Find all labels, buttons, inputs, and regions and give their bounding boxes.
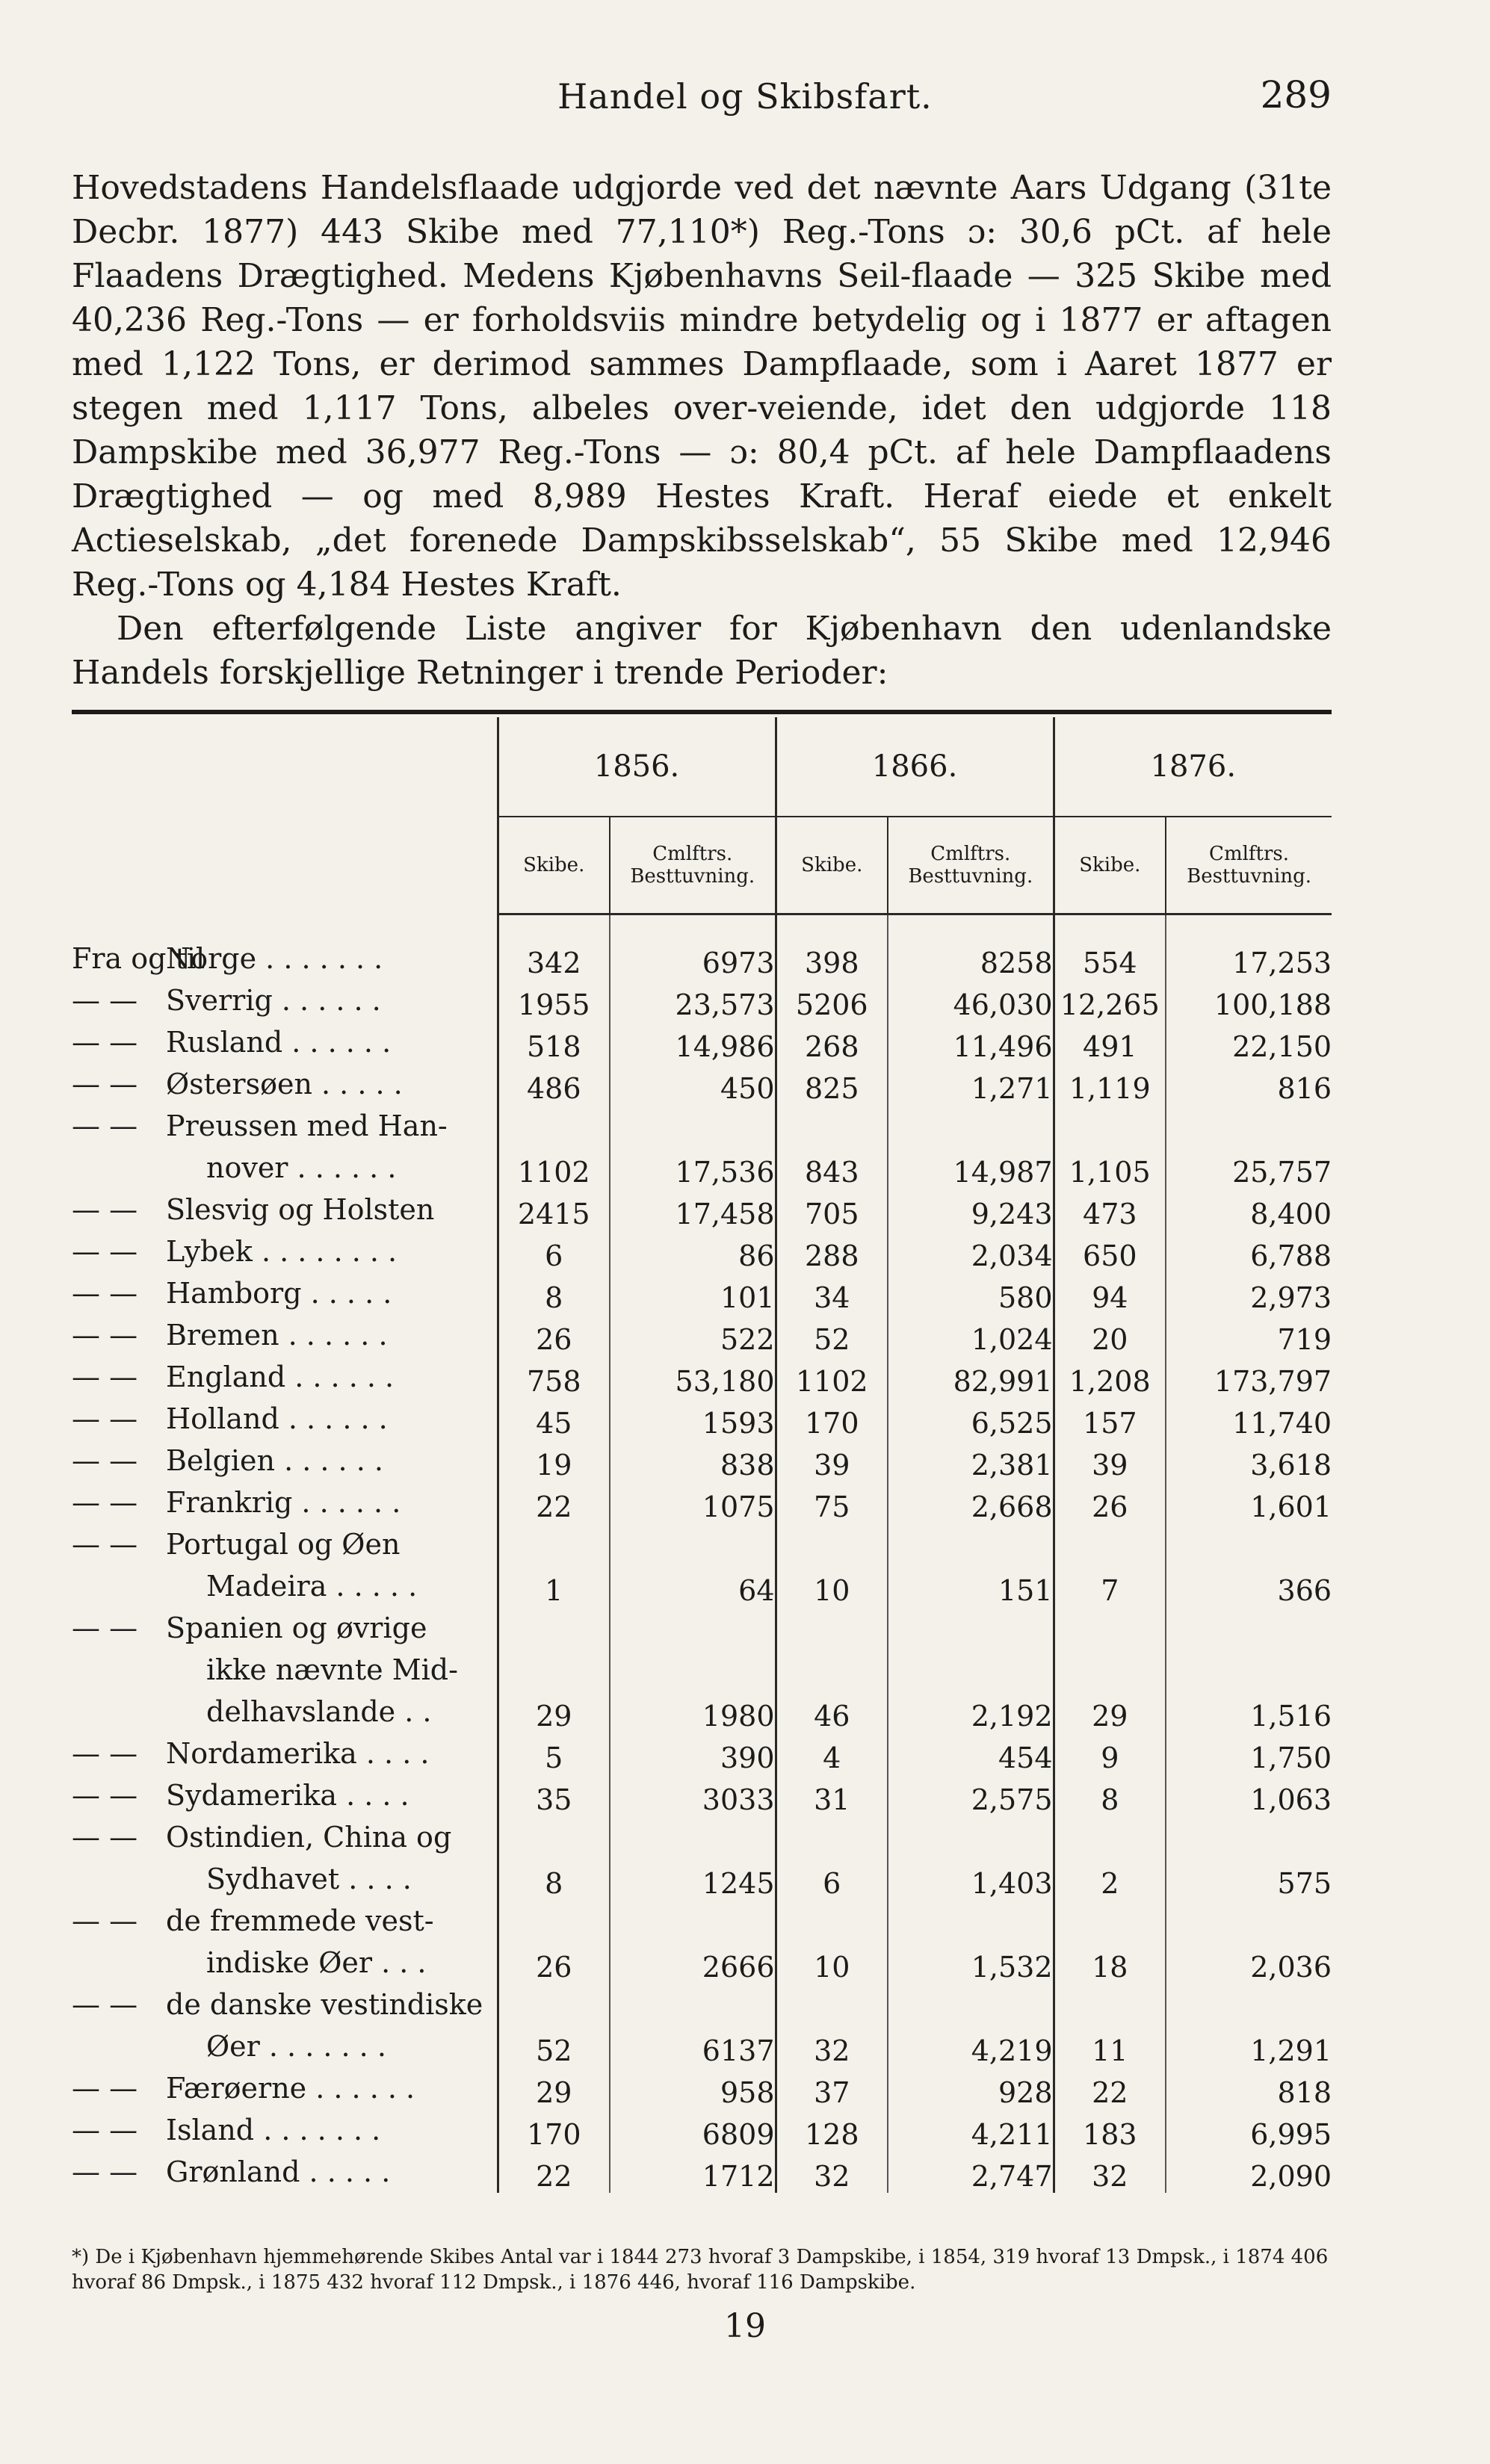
ships-cell: 157	[1054, 1398, 1166, 1440]
footnote: *) De i Kjøbenhavn hjemmehørende Skibes Antal var i 1844 273 hvoraf 3 Dampskibe, i 1854, 319 hvoraf 13 Dmpsk., i 1874 406 hvoraf 86 Dmpsk., i 1875 432 hvoraf 112 Dmpsk., i 1876 446, hvoraf 116 Dampskibe.	[72, 2246, 1329, 2294]
signature-mark: 19	[724, 2307, 766, 2345]
row-label: Spanien og øvrige	[166, 1612, 427, 1644]
table-row	[72, 1356, 1332, 1398]
ships-cell: 22	[1054, 2067, 1166, 2109]
ships-cell: 35	[498, 1774, 610, 1816]
ships-cell: 518	[498, 1021, 610, 1063]
row-lead: — —	[72, 1109, 138, 1142]
row-label: Slesvig og Holsten	[166, 1193, 435, 1226]
row-lead: — —	[72, 1277, 138, 1310]
tonnage-cell: 958	[610, 2067, 776, 2109]
ships-cell: 486	[498, 1063, 610, 1105]
tonnage-cell: 580	[888, 1272, 1054, 1314]
table-row	[72, 1105, 1332, 1189]
column-header-tonnage: Cmlftrs. Besttuvning.	[610, 817, 776, 914]
ships-cell: 1955	[498, 979, 610, 1021]
running-title: Handel og Skibsfart.	[557, 76, 933, 117]
table-row	[72, 1063, 1332, 1105]
ships-cell: 1,208	[1054, 1356, 1166, 1398]
tonnage-cell: 2,036	[1166, 1900, 1332, 1984]
tonnage-cell: 1,750	[1166, 1733, 1332, 1774]
tonnage-cell: 22,150	[1166, 1021, 1332, 1063]
ships-cell: 29	[498, 2067, 610, 2109]
tonnage-cell: 2,747	[888, 2151, 1054, 2193]
tonnage-cell: 928	[888, 2067, 1054, 2109]
ships-cell: 2415	[498, 1189, 610, 1231]
row-label-continuation: Øer . . . . . . .	[206, 2030, 386, 2063]
row-label: Preussen med Han-	[166, 1109, 448, 1142]
table-row	[72, 1482, 1332, 1523]
table-row	[72, 2067, 1332, 2109]
origin-cell	[72, 914, 498, 980]
tonnage-cell: 1,024	[888, 1314, 1054, 1356]
ships-cell: 26	[1054, 1482, 1166, 1523]
row-lead: — —	[72, 2114, 138, 2146]
table-row	[72, 1733, 1332, 1774]
ships-cell: 268	[776, 1021, 888, 1063]
row-label-continuation: indiske Øer . . .	[206, 1946, 427, 1979]
ships-cell: 11	[1054, 1984, 1166, 2067]
body-text	[72, 166, 1332, 695]
table-row	[72, 1272, 1332, 1314]
tonnage-cell: 64	[610, 1523, 776, 1607]
ships-cell: 18	[1054, 1900, 1166, 1984]
ships-cell: 183	[1054, 2109, 1166, 2151]
ships-cell: 825	[776, 1063, 888, 1105]
trade-table	[72, 717, 1332, 2193]
row-lead: — —	[72, 1821, 138, 1854]
origin-cell	[72, 1189, 498, 1231]
tonnage-cell: 1,271	[888, 1063, 1054, 1105]
table-row	[72, 1607, 1332, 1733]
tonnage-cell: 4,219	[888, 1984, 1054, 2067]
ships-cell: 45	[498, 1398, 610, 1440]
ships-cell: 26	[498, 1900, 610, 1984]
ships-cell: 170	[776, 1398, 888, 1440]
row-lead: — —	[72, 2072, 138, 2105]
tonnage-cell: 2,381	[888, 1440, 1054, 1482]
row-lead: — —	[72, 1361, 138, 1393]
row-label: Østersøen . . . . .	[166, 1068, 403, 1101]
origin-cell	[72, 1398, 498, 1440]
row-label-continuation: ikke nævnte Mid-	[206, 1653, 458, 1686]
ships-cell: 52	[776, 1314, 888, 1356]
origin-cell	[72, 1231, 498, 1272]
table-row	[72, 2109, 1332, 2151]
ships-cell: 32	[1054, 2151, 1166, 2193]
ships-cell: 342	[498, 914, 610, 980]
tonnage-cell: 816	[1166, 1063, 1332, 1105]
row-lead: — —	[72, 1904, 138, 1937]
tonnage-cell: 1,063	[1166, 1774, 1332, 1816]
ships-cell: 128	[776, 2109, 888, 2151]
tonnage-cell: 818	[1166, 2067, 1332, 2109]
origin-cell	[72, 1356, 498, 1398]
ships-cell: 29	[1054, 1607, 1166, 1733]
tonnage-cell: 3033	[610, 1774, 776, 1816]
period-header-1876: 1876.	[1054, 717, 1332, 817]
ships-cell: 398	[776, 914, 888, 980]
tonnage-cell: 390	[610, 1733, 776, 1774]
ships-cell: 8	[498, 1272, 610, 1314]
page-number: 289	[1260, 73, 1332, 117]
row-lead: — —	[72, 1779, 138, 1812]
ships-cell: 7	[1054, 1523, 1166, 1607]
row-label-continuation: delhavslande . .	[206, 1695, 432, 1728]
column-header-ships: Skibe.	[776, 817, 888, 914]
ships-cell: 19	[498, 1440, 610, 1482]
table-row	[72, 1984, 1332, 2067]
row-label: Portugal og Øen	[166, 1528, 401, 1561]
paragraph-intro: Hovedstadens Handelsflaade udgjorde ved det nævnte Aars Udgang (31te Decbr. 1877) 443 Skibe med 77,110*) Reg.-Tons ɔ: 30,6 pCt. af hele Flaadens Drægtighed. Medens Kjøbenhavns Seil-flaade — 325 Skibe med 40,236 Reg.-Tons — er forholdsviis mindre betydelig og i 1877 er aftagen med 1,122 Tons, er derimod sammes Dampflaade, som i Aaret 1877 er stegen med 1,117 Tons, albeles over-veiende, idet den udgjorde 118 Dampskibe med 36,977 Reg.-Tons — ɔ: 80,4 pCt. af hele Dampflaadens Drægtighed — og med 8,989 Hestes Kraft. Heraf eiede et enkelt Actieselskab, „det forenede Dampskibsselskab“, 55 Skibe med 12,946 Reg.-Tons og 4,184 Hestes Kraft.	[72, 169, 1332, 604]
ships-cell: 5	[498, 1733, 610, 1774]
tonnage-cell: 1,516	[1166, 1607, 1332, 1733]
origin-cell	[72, 1440, 498, 1482]
row-label-continuation: Madeira . . . . .	[206, 1570, 418, 1603]
ships-cell: 10	[776, 1900, 888, 1984]
row-label: Grønland . . . . .	[166, 2155, 391, 2188]
tonnage-cell: 46,030	[888, 979, 1054, 1021]
ships-cell: 22	[498, 1482, 610, 1523]
tonnage-cell: 1980	[610, 1607, 776, 1733]
ships-cell: 32	[776, 2151, 888, 2193]
ships-cell: 8	[1054, 1774, 1166, 1816]
ships-cell: 9	[1054, 1733, 1166, 1774]
row-label-continuation: Sydhavet . . . .	[206, 1863, 412, 1895]
tonnage-cell: 2,090	[1166, 2151, 1332, 2193]
ships-cell: 31	[776, 1774, 888, 1816]
tonnage-cell: 1075	[610, 1482, 776, 1523]
tonnage-cell: 1,403	[888, 1816, 1054, 1900]
table-row	[72, 1398, 1332, 1440]
period-header-1856: 1856.	[498, 717, 776, 817]
origin-cell	[72, 1816, 498, 1900]
tonnage-cell: 1,291	[1166, 1984, 1332, 2067]
tonnage-cell: 838	[610, 1440, 776, 1482]
ships-cell: 12,265	[1054, 979, 1166, 1021]
row-label: Rusland . . . . . .	[166, 1026, 392, 1059]
ships-cell: 1,119	[1054, 1063, 1166, 1105]
row-label: England . . . . . .	[166, 1361, 395, 1393]
row-label: Frankrig . . . . . .	[166, 1486, 401, 1519]
table-row	[72, 1900, 1332, 1984]
ships-cell: 4	[776, 1733, 888, 1774]
tonnage-cell: 6,995	[1166, 2109, 1332, 2151]
table-row	[72, 1440, 1332, 1482]
tonnage-cell: 450	[610, 1063, 776, 1105]
tonnage-cell: 86	[610, 1231, 776, 1272]
ships-cell: 1102	[776, 1356, 888, 1398]
ships-cell: 20	[1054, 1314, 1166, 1356]
tonnage-cell: 173,797	[1166, 1356, 1332, 1398]
row-lead: Fra og til	[72, 942, 205, 975]
ships-cell: 39	[776, 1440, 888, 1482]
tonnage-cell: 9,243	[888, 1189, 1054, 1231]
ships-cell: 6	[498, 1231, 610, 1272]
origin-cell	[72, 1984, 498, 2067]
table-body	[72, 914, 1332, 2194]
page-header	[0, 73, 1490, 126]
tonnage-cell: 8,400	[1166, 1189, 1332, 1231]
origin-cell	[72, 1314, 498, 1356]
row-lead: — —	[72, 1319, 138, 1352]
row-lead: — —	[72, 1988, 138, 2021]
row-lead: — —	[72, 1486, 138, 1519]
ships-cell: 473	[1054, 1189, 1166, 1231]
ships-cell: 8	[498, 1816, 610, 1900]
tonnage-cell: 522	[610, 1314, 776, 1356]
origin-cell	[72, 1063, 498, 1105]
tonnage-cell: 575	[1166, 1816, 1332, 1900]
origin-cell	[72, 1774, 498, 1816]
row-lead: — —	[72, 1402, 138, 1435]
origin-cell	[72, 1607, 498, 1733]
ships-cell: 2	[1054, 1816, 1166, 1900]
row-label: Belgien . . . . . .	[166, 1444, 383, 1477]
row-lead: — —	[72, 1026, 138, 1059]
row-lead: — —	[72, 1235, 138, 1268]
row-label: Holland . . . . . .	[166, 1402, 388, 1435]
tonnage-cell: 2,973	[1166, 1272, 1332, 1314]
row-lead: — —	[72, 1068, 138, 1101]
tonnage-cell: 100,188	[1166, 979, 1332, 1021]
column-header-tonnage: Cmlftrs. Besttuvning.	[888, 817, 1054, 914]
tonnage-cell: 6,525	[888, 1398, 1054, 1440]
ships-cell: 34	[776, 1272, 888, 1314]
ships-cell: 39	[1054, 1440, 1166, 1482]
table-row	[72, 914, 1332, 980]
tonnage-cell: 82,991	[888, 1356, 1054, 1398]
ships-cell: 650	[1054, 1231, 1166, 1272]
row-label: de danske vestindiske	[166, 1988, 483, 2021]
table-top-rule	[72, 710, 1332, 714]
origin-cell	[72, 1900, 498, 1984]
tonnage-cell: 6,788	[1166, 1231, 1332, 1272]
origin-cell	[72, 1523, 498, 1607]
tonnage-cell: 719	[1166, 1314, 1332, 1356]
tonnage-cell: 11,740	[1166, 1398, 1332, 1440]
tonnage-cell: 6137	[610, 1984, 776, 2067]
tonnage-cell: 1712	[610, 2151, 776, 2193]
row-lead: — —	[72, 1612, 138, 1644]
row-label: Lybek . . . . . . . .	[166, 1235, 398, 1268]
ships-cell: 1	[498, 1523, 610, 1607]
row-label: Norge . . . . . . .	[166, 942, 383, 975]
ships-cell: 46	[776, 1607, 888, 1733]
origin-cell	[72, 979, 498, 1021]
period-header-1866: 1866.	[776, 717, 1054, 817]
row-label: Hamborg . . . . .	[166, 1277, 392, 1310]
tonnage-cell: 1,601	[1166, 1482, 1332, 1523]
tonnage-cell: 101	[610, 1272, 776, 1314]
tonnage-cell: 23,573	[610, 979, 776, 1021]
ships-cell: 491	[1054, 1021, 1166, 1063]
row-lead: — —	[72, 1444, 138, 1477]
row-label: Nordamerika . . . .	[166, 1737, 430, 1770]
tonnage-cell: 366	[1166, 1523, 1332, 1607]
origin-header	[72, 717, 498, 914]
tonnage-cell: 8258	[888, 914, 1054, 980]
tonnage-cell: 6809	[610, 2109, 776, 2151]
table-row	[72, 1523, 1332, 1607]
row-lead: — —	[72, 2155, 138, 2188]
tonnage-cell: 25,757	[1166, 1105, 1332, 1189]
ships-cell: 52	[498, 1984, 610, 2067]
ships-cell: 1102	[498, 1105, 610, 1189]
row-label: Island . . . . . . .	[166, 2114, 381, 2146]
ships-cell: 758	[498, 1356, 610, 1398]
tonnage-cell: 151	[888, 1523, 1054, 1607]
table-row	[72, 1231, 1332, 1272]
origin-cell	[72, 1021, 498, 1063]
tonnage-cell: 2,668	[888, 1482, 1054, 1523]
table-row	[72, 1189, 1332, 1231]
ships-cell: 1,105	[1054, 1105, 1166, 1189]
table-row	[72, 1021, 1332, 1063]
ships-cell: 37	[776, 2067, 888, 2109]
row-label: Bremen . . . . . .	[166, 1319, 388, 1352]
ships-cell: 288	[776, 1231, 888, 1272]
ships-cell: 10	[776, 1523, 888, 1607]
tonnage-cell: 17,253	[1166, 914, 1332, 980]
column-header-ships: Skibe.	[498, 817, 610, 914]
row-lead: — —	[72, 1193, 138, 1226]
row-label: Sverrig . . . . . .	[166, 984, 381, 1017]
ships-cell: 170	[498, 2109, 610, 2151]
origin-cell	[72, 1105, 498, 1189]
tonnage-cell: 17,458	[610, 1189, 776, 1231]
table-row	[72, 1816, 1332, 1900]
origin-cell	[72, 2109, 498, 2151]
tonnage-cell: 3,618	[1166, 1440, 1332, 1482]
tonnage-cell: 6973	[610, 914, 776, 980]
row-label: Ostindien, China og	[166, 1821, 452, 1854]
tonnage-cell: 1245	[610, 1816, 776, 1900]
row-label: Sydamerika . . . .	[166, 1779, 409, 1812]
tonnage-cell: 11,496	[888, 1021, 1054, 1063]
column-header-ships: Skibe.	[1054, 817, 1166, 914]
tonnage-cell: 2666	[610, 1900, 776, 1984]
paragraph-list-intro: Den efterfølgende Liste angiver for Kjøbenhavn den udenlandske Handels forskjellige Retninger i trende Perioder:	[72, 610, 1332, 692]
tonnage-cell: 4,211	[888, 2109, 1054, 2151]
ships-cell: 554	[1054, 914, 1166, 980]
origin-cell	[72, 2151, 498, 2193]
table-row	[72, 1774, 1332, 1816]
ships-cell: 22	[498, 2151, 610, 2193]
ships-cell: 705	[776, 1189, 888, 1231]
row-label-continuation: nover . . . . . .	[206, 1151, 397, 1184]
row-label: de fremmede vest-	[166, 1904, 434, 1937]
column-header-tonnage: Cmlftrs. Besttuvning.	[1166, 817, 1332, 914]
table-row	[72, 979, 1332, 1021]
tonnage-cell: 2,192	[888, 1607, 1054, 1733]
ships-cell: 5206	[776, 979, 888, 1021]
ships-cell: 26	[498, 1314, 610, 1356]
row-lead: — —	[72, 1737, 138, 1770]
tonnage-cell: 53,180	[610, 1356, 776, 1398]
table-row	[72, 1314, 1332, 1356]
tonnage-cell: 454	[888, 1733, 1054, 1774]
ships-cell: 6	[776, 1816, 888, 1900]
ships-cell: 94	[1054, 1272, 1166, 1314]
row-label: Færøerne . . . . . .	[166, 2072, 415, 2105]
ships-cell: 29	[498, 1607, 610, 1733]
origin-cell	[72, 1272, 498, 1314]
table-row	[72, 2151, 1332, 2193]
origin-cell	[72, 1733, 498, 1774]
tonnage-cell: 1,532	[888, 1900, 1054, 1984]
tonnage-cell: 1593	[610, 1398, 776, 1440]
origin-cell	[72, 1482, 498, 1523]
tonnage-cell: 14,987	[888, 1105, 1054, 1189]
tonnage-cell: 2,034	[888, 1231, 1054, 1272]
ships-cell: 32	[776, 1984, 888, 2067]
row-lead: — —	[72, 984, 138, 1017]
ships-cell: 75	[776, 1482, 888, 1523]
tonnage-cell: 2,575	[888, 1774, 1054, 1816]
ships-cell: 843	[776, 1105, 888, 1189]
tonnage-cell: 14,986	[610, 1021, 776, 1063]
origin-cell	[72, 2067, 498, 2109]
tonnage-cell: 17,536	[610, 1105, 776, 1189]
row-lead: — —	[72, 1528, 138, 1561]
